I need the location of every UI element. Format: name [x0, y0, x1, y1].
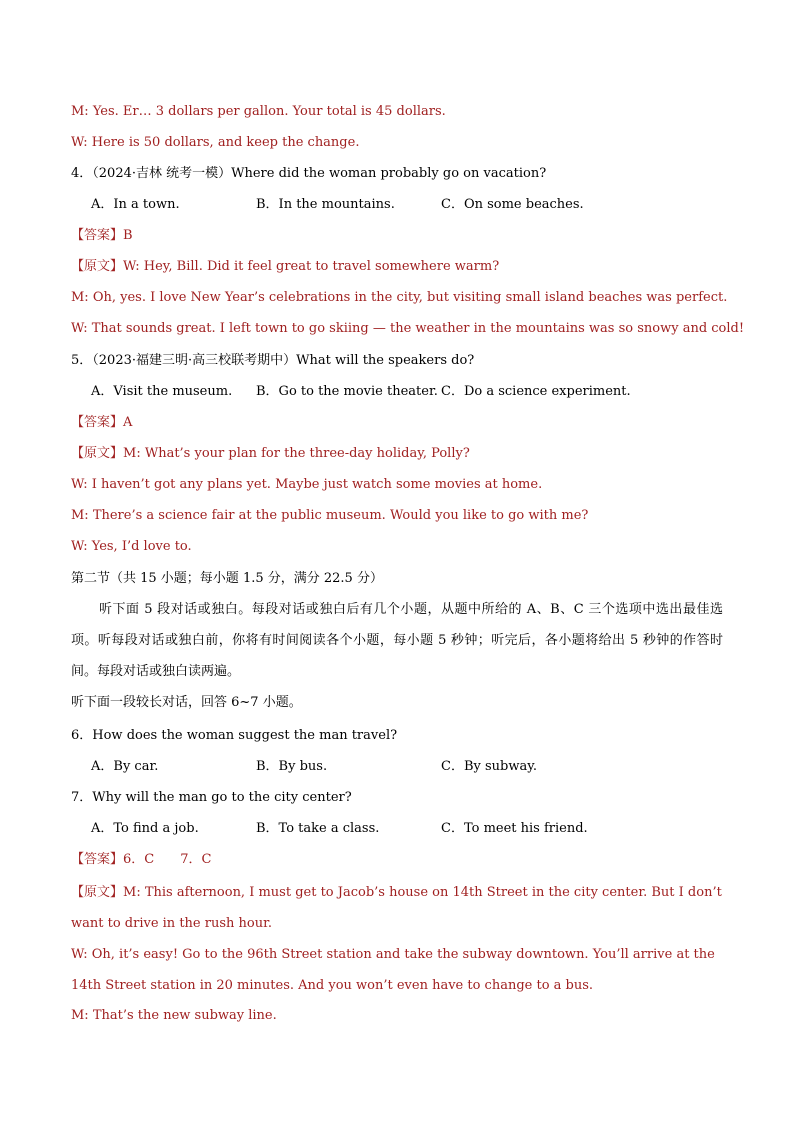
question-5-options — [91, 383, 651, 401]
question-7-options — [91, 820, 651, 838]
script-line — [71, 445, 734, 463]
option-c: C．By subway. — [441, 759, 537, 774]
section-heading: 第二节（共 15 小题；每小题 1.5 分，满分 22.5 分） — [71, 571, 383, 586]
script-line — [71, 258, 734, 276]
option-b: B．By bus. — [256, 759, 328, 774]
question-4: 4．（2024·吉林 统考一模）Where did the woman probably go on vacation? — [71, 166, 547, 181]
script-tag: 【原文】 — [71, 259, 124, 274]
question-5: 5．（2023·福建三明·高三校联考期中）What will the speakers do? — [71, 353, 475, 368]
question-7: 7．Why will the man go to the city center? — [71, 790, 352, 805]
option-a: A．Visit the museum. — [91, 384, 233, 399]
option-c: C．To meet his friend. — [441, 821, 588, 836]
dialogue-line: M: Yes. Er… 3 dollars per gallon. Your total is 45 dollars. — [71, 104, 446, 119]
answer-value: A — [123, 415, 133, 430]
script-text: M: What’s your plan for the three-day holiday, Polly? — [123, 446, 470, 461]
script-text: M: This afternoon, I must get to Jacob’s house on 14th Street in the city center. But I don’t want to drive in the rush hour. — [71, 885, 722, 931]
option-b: B．Go to the movie theater. — [256, 384, 438, 399]
instructions-paragraph: 听下面 5 段对话或独白。每段对话或独白后有几个小题，从题中所给的 A、B、C 三个选项中选出最佳选项。听每段对话或独白前，你将有时间阅读各个小题，每小题 5 秒钟；听完后，各小题将给出 5 秒钟的作答时间。每段对话或独白读两遍。 — [71, 602, 723, 679]
lead-in: 听下面一段较长对话，回答 6~7 小题。 — [71, 695, 302, 710]
dialogue-line: M: There’s a science fair at the public museum. Would you like to go with me? — [71, 508, 589, 523]
question-6-options — [91, 758, 651, 776]
answer-tag: 【答案】 — [71, 228, 124, 243]
answer-line — [71, 414, 734, 432]
script-paragraph — [71, 877, 731, 939]
option-a: A．To find a job. — [91, 821, 199, 836]
answer-value: B — [123, 228, 133, 243]
option-c: C．On some beaches. — [441, 197, 584, 212]
script-tag: 【原文】 — [71, 446, 124, 461]
dialogue-paragraph: W: Oh, it’s easy! Go to the 96th Street station and take the subway downtown. You’ll arrive at the 14th Street station in 20 minutes. And you won’t even have to change to a bus. — [71, 947, 715, 993]
dialogue-line: W: I haven’t got any plans yet. Maybe just watch some movies at home. — [71, 477, 543, 492]
answer-value: 6．C 7．C — [123, 852, 212, 867]
script-tag: 【原文】 — [71, 885, 124, 900]
option-a: A．By car. — [91, 759, 159, 774]
dialogue-line: W: Yes, I’d love to. — [71, 539, 192, 554]
answer-line — [71, 227, 734, 245]
option-b: B．In the mountains. — [256, 197, 395, 212]
question-6: 6．How does the woman suggest the man travel? — [71, 728, 398, 743]
dialogue-line: M: Oh, yes. I love New Year’s celebrations in the city, but visiting small island beaches was perfect. — [71, 290, 728, 305]
dialogue-line: M: That’s the new subway line. — [71, 1008, 277, 1023]
option-b: B．To take a class. — [256, 821, 380, 836]
option-c: C．Do a science experiment. — [441, 384, 631, 399]
question-4-options — [91, 196, 651, 214]
dialogue-line: W: Here is 50 dollars, and keep the change. — [71, 135, 360, 150]
answer-tag: 【答案】 — [71, 415, 124, 430]
answer-line — [71, 851, 734, 869]
dialogue-line: W: That sounds great. I left town to go skiing — the weather in the mountains was so snowy and cold! — [71, 321, 745, 336]
script-text: W: Hey, Bill. Did it feel great to travel somewhere warm? — [123, 259, 500, 274]
option-a: A．In a town. — [91, 197, 180, 212]
answer-tag: 【答案】 — [71, 852, 124, 867]
